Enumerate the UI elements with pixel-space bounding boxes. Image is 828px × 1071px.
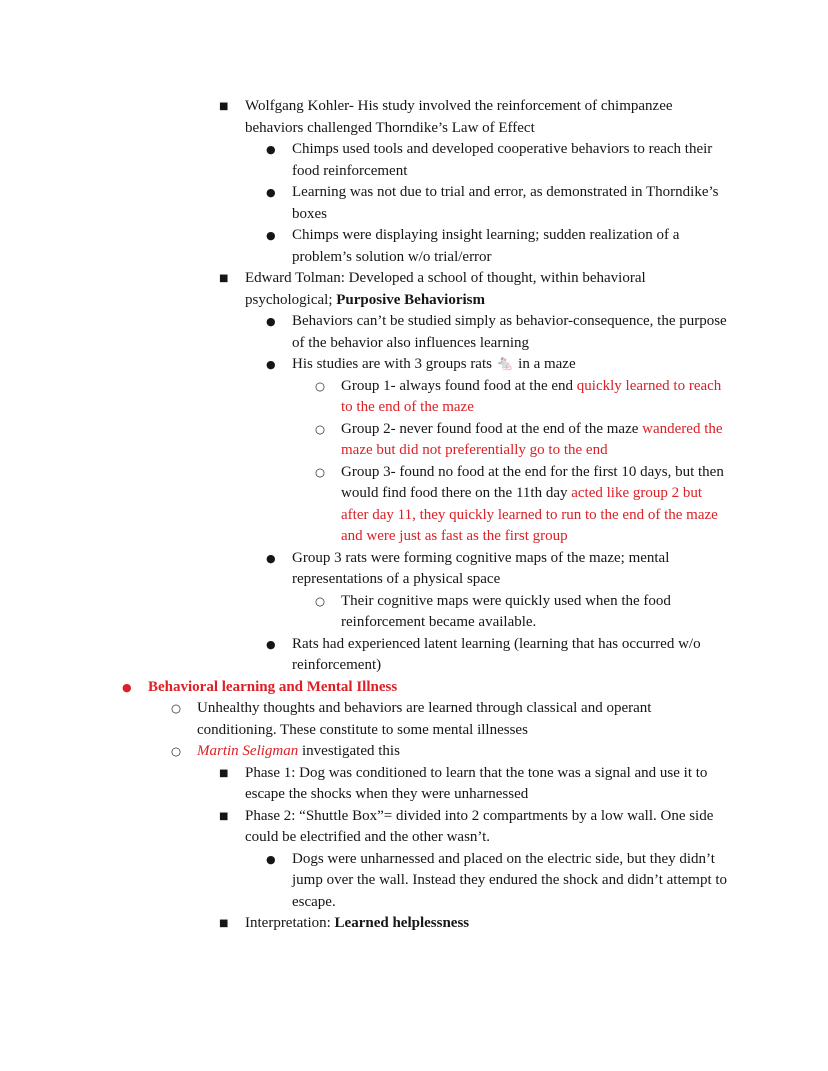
text-segment: Chimps used tools and developed cooperative behaviors to reach their food reinforcement bbox=[292, 141, 713, 179]
list-item bbox=[219, 806, 731, 849]
bullet-circle-icon: ○ bbox=[171, 744, 182, 758]
bullet-disc-icon: ● bbox=[266, 315, 276, 328]
text-segment: Group 1- always found food at the end bbox=[341, 377, 577, 394]
list-item bbox=[266, 225, 731, 268]
list-item bbox=[266, 182, 731, 225]
list-item bbox=[171, 741, 731, 763]
list-item bbox=[122, 677, 731, 699]
bullet-square-icon: ■ bbox=[219, 810, 229, 822]
list-item bbox=[171, 698, 731, 741]
bullet-square-icon: ■ bbox=[219, 767, 229, 779]
text-segment: acted like group 2 but after day 11, they quickly learned to run to the end of the maze and were just as fast as the first group bbox=[341, 485, 718, 544]
text-segment: Behaviors can’t be studied simply as behavior-consequence, the purpose of the behavior also influences learning bbox=[292, 313, 727, 351]
list-item-text bbox=[341, 421, 723, 459]
text-segment: Dogs were unharnessed and placed on the electric side, but they didn’t jump over the wall. Instead they endured the shock and didn’t attempt to escape. bbox=[292, 850, 728, 910]
list-item bbox=[315, 462, 731, 548]
text-segment: Behavioral learning and Mental Illness bbox=[148, 678, 398, 695]
text-segment: Their cognitive maps were quickly used when the food reinforcement became available. bbox=[341, 592, 671, 630]
bullet-disc-icon: ● bbox=[122, 680, 132, 694]
list-item-text bbox=[245, 270, 646, 308]
list-item bbox=[219, 268, 731, 311]
list-item-text bbox=[245, 98, 673, 136]
list-item-text bbox=[197, 700, 651, 738]
list-item bbox=[266, 354, 731, 376]
text-segment: quickly learned to reach to the end of the maze bbox=[341, 377, 722, 415]
text-segment: Group 2- never found food at the end of the maze bbox=[341, 420, 643, 437]
list-item-text bbox=[292, 227, 679, 265]
list-item bbox=[315, 591, 731, 634]
bullet-disc-icon: ● bbox=[266, 637, 276, 651]
list-item-text bbox=[245, 765, 707, 803]
text-segment: Purposive Behaviorism bbox=[336, 291, 485, 308]
text-segment: Wolfgang Kohler- His study involved the reinforcement of chimpanzee behaviors challenged Thorndike’s Law of Effect bbox=[245, 98, 673, 136]
bullet-square-icon: ■ bbox=[219, 918, 229, 929]
bullet-disc-icon: ● bbox=[266, 143, 276, 156]
text-segment: wandered the maze but did not preferentially go to the end bbox=[341, 420, 723, 458]
list-item-text bbox=[245, 915, 469, 931]
bullet-circle-icon: ○ bbox=[171, 701, 182, 715]
list-item-text bbox=[292, 184, 719, 222]
list-item-text bbox=[197, 743, 400, 759]
list-item-text bbox=[292, 550, 669, 588]
list-item-text bbox=[341, 593, 671, 631]
bullet-disc-icon: ● bbox=[266, 186, 276, 199]
list-item bbox=[219, 96, 731, 139]
bullet-disc-icon: ● bbox=[266, 229, 276, 242]
text-segment: His studies are with 3 groups rats 🐁 in a maze bbox=[292, 356, 576, 372]
text-segment: investigated this bbox=[298, 743, 400, 759]
list-item bbox=[266, 139, 731, 182]
list-item-text bbox=[341, 378, 721, 416]
list-item-text bbox=[292, 851, 727, 910]
text-segment: Unhealthy thoughts and behaviors are learned through classical and operant conditioning. These constitute to some mental illnesses bbox=[197, 700, 652, 738]
text-segment: Learned helplessness bbox=[334, 915, 470, 931]
list-item bbox=[219, 763, 731, 806]
bullet-square-icon: ■ bbox=[219, 101, 229, 112]
bullet-circle-icon: ○ bbox=[315, 378, 326, 393]
list-item-text bbox=[148, 679, 397, 695]
bullet-square-icon: ■ bbox=[219, 273, 229, 284]
list-item-text bbox=[341, 464, 724, 545]
list-item bbox=[266, 311, 731, 354]
list-item bbox=[266, 548, 731, 591]
text-segment: Phase 1: Dog was conditioned to learn that the tone was a signal and use it to escape the shocks when they were unharnessed bbox=[245, 764, 708, 802]
list-item-text bbox=[245, 808, 713, 846]
list-item bbox=[315, 419, 731, 462]
bullet-disc-icon: ● bbox=[266, 551, 276, 565]
list-item bbox=[266, 849, 731, 914]
bullet-disc-icon: ● bbox=[266, 852, 276, 866]
text-segment: Group 3 rats were forming cognitive maps of the maze; mental representations of a physical space bbox=[292, 549, 670, 587]
text-segment: Interpretation: bbox=[245, 915, 335, 931]
text-segment: Martin Seligman bbox=[197, 743, 299, 759]
text-segment: Phase 2: “Shuttle Box”= divided into 2 compartments by a low wall. One side could be electrified and the other wasn’t. bbox=[245, 807, 714, 845]
list-item bbox=[219, 913, 731, 935]
list-item-text bbox=[292, 636, 701, 674]
list-item bbox=[315, 376, 731, 419]
bullet-disc-icon: ● bbox=[266, 358, 276, 371]
list-item-text bbox=[292, 313, 727, 351]
list-item bbox=[266, 634, 731, 677]
text-segment: Group 3- found no food at the end for the first 10 days, but then would find food there on the 11th day bbox=[341, 463, 724, 501]
list-item-text bbox=[292, 141, 712, 179]
text-segment: Edward Tolman: Developed a school of thought, within behavioral psychological; bbox=[245, 270, 646, 308]
text-segment: Rats had experienced latent learning (learning that has occurred w/o reinforcement) bbox=[292, 635, 701, 673]
text-segment: Learning was not due to trial and error, as demonstrated in Thorndike’s boxes bbox=[292, 184, 719, 222]
bullet-circle-icon: ○ bbox=[315, 464, 326, 479]
bullet-circle-icon: ○ bbox=[315, 421, 326, 436]
list-item-text bbox=[292, 356, 576, 372]
bullet-circle-icon: ○ bbox=[315, 593, 326, 608]
text-segment: Chimps were displaying insight learning; sudden realization of a problem’s solution w/o trial/error bbox=[292, 227, 680, 265]
